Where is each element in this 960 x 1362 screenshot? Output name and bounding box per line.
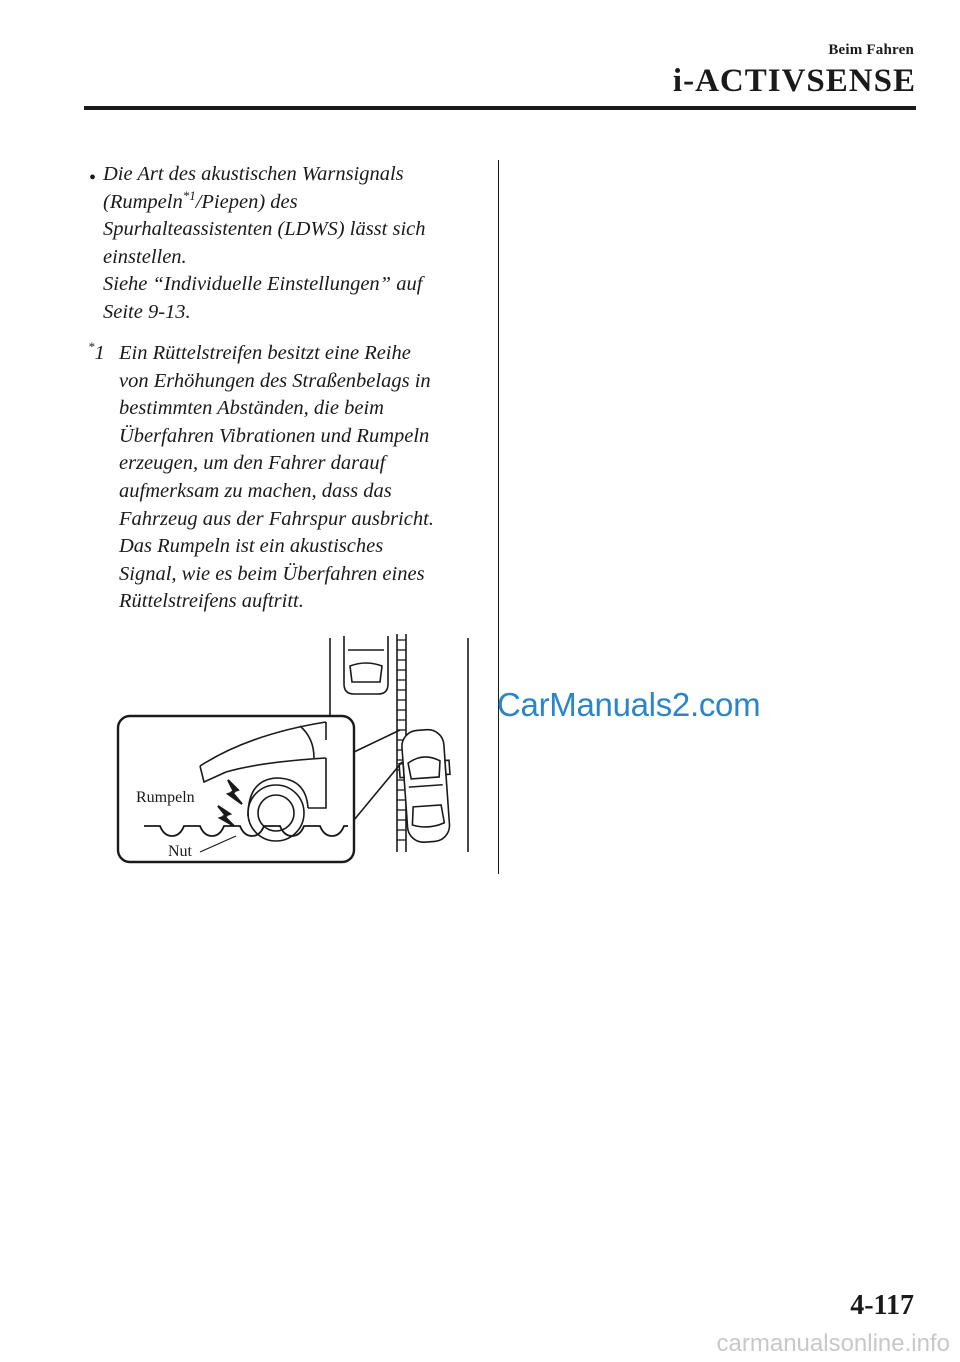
car-top-icon (344, 636, 388, 694)
footnote-line: von Erhöhungen des Straßenbelags in (119, 369, 431, 392)
watermark-logo: CarManuals2.com (497, 686, 761, 723)
footnote-line: Überfahren Vibrationen und Rumpeln (119, 424, 430, 447)
bullet-line-4: einstellen. (103, 245, 187, 268)
footnote-ref: *1 (182, 187, 196, 203)
bullet-paragraph (103, 161, 426, 327)
bullet-line-2-start: (Rumpeln (103, 190, 183, 213)
header-rule (84, 106, 916, 110)
bullet-line-2 (103, 189, 426, 217)
bullet-line-5: Siehe “Individuelle Einstellungen” auf (103, 273, 423, 296)
groove-label: Nut (168, 843, 192, 860)
footnote-line: aufmerksam zu machen, dass das (119, 479, 392, 502)
footnote-line: erzeugen, um den Fahrer darauf (119, 452, 386, 475)
bullet-line-1: Die Art des akustischen Warnsignals (103, 163, 404, 185)
footnote-line: Rüttelstreifens auftritt. (119, 590, 304, 613)
bullet-line-6: Seite 9-13. (103, 300, 191, 323)
bullet-marker: • (89, 167, 97, 189)
bullet-line-2-end: /Piepen) des (195, 190, 298, 213)
footnote-line: Das Rumpeln ist ein akustisches (119, 535, 384, 558)
footer-watermark: carmanualsonline.info (716, 1330, 950, 1357)
footnote-line: bestimmten Abständen, die beim (119, 397, 384, 420)
rumble-label: Rumpeln (136, 789, 195, 806)
footnote-line: Signal, wie es beim Überfahren eines (119, 562, 425, 585)
footnote-line: Fahrzeug aus der Fahrspur ausbricht. (119, 507, 434, 530)
footnote-line: Ein Rüttelstreifen besitzt eine Reihe (119, 342, 411, 364)
rumble-strip-illustration (100, 630, 490, 880)
bullet-line-3: Spurhalteassistenten (LDWS) lässt sich (103, 218, 426, 241)
section-subtitle: Beim Fahren (828, 42, 914, 58)
footnote-marker: *1 (88, 339, 105, 364)
page-number: 4-117 (850, 1290, 914, 1321)
page-title: i-ACTIVSENSE (672, 63, 916, 99)
footnote-text (119, 340, 434, 616)
column-divider (498, 160, 499, 874)
